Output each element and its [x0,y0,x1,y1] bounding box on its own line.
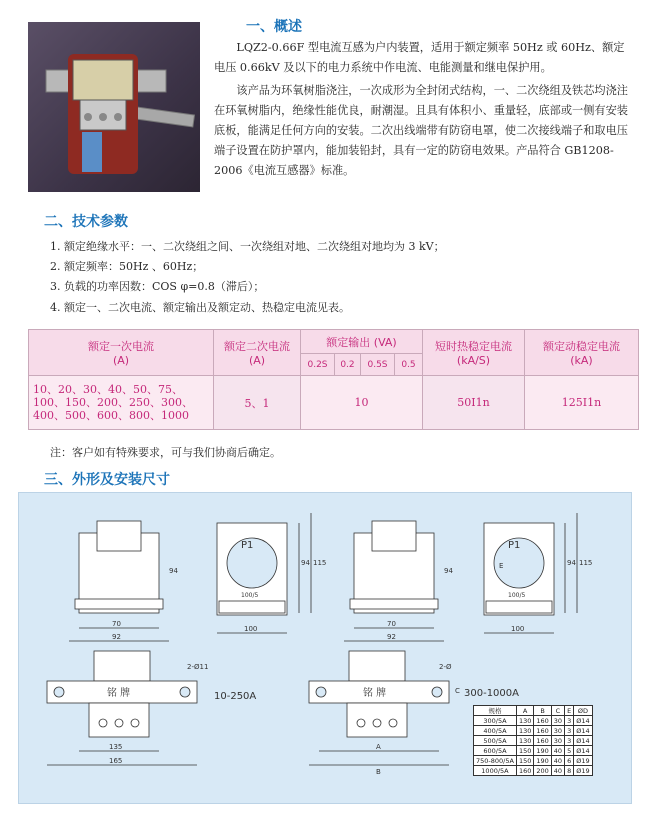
sub-header-02s: 0.2S [301,354,335,376]
dim-135: 135 [109,743,123,751]
dim-94-side-right: 94 [567,559,576,567]
dim-head-cell: ØD [574,706,592,716]
cell-output: 10 [301,376,423,430]
cell-primary: 10、20、30、40、50、75、100、150、200、250、300、400、500、600、800、1000 [29,376,214,430]
dim-head-cell: 规格 [474,706,517,716]
col-dynamic-header: 额定动稳定电流 (kA) [525,330,639,376]
dim-a-label: A [376,743,381,751]
sub-header-02: 0.2 [335,354,361,376]
product-photo [28,22,200,192]
dim-head-cell: C [551,706,564,716]
dim-165: 165 [109,757,123,765]
param-3: 3. 负载的功率因数：COS φ=0.8（滞后）； [50,280,265,293]
dim-92-right: 92 [387,633,396,641]
dim-head-cell: B [534,706,551,716]
col-thermal-header: 短时热稳定电流 (kA/S) [423,330,525,376]
dimension-table [473,705,593,776]
dim-table-row: 500/5A 130 160 30 3 Ø14 [474,736,593,746]
cell-thermal: 50I1n [423,376,525,430]
dim-head-cell: E [565,706,574,716]
cell-dynamic: 125I1n [525,376,639,430]
sub-header-05: 0.5 [395,354,423,376]
dim-table-row: 400/5A 130 160 30 3 Ø14 [474,726,593,736]
section2-heading: 二、技术参数 [44,214,128,230]
rating-right: 100/5 [508,592,526,599]
range-label-left: 10-250A [214,691,257,702]
col-primary-header: 额定一次电流 (A) [29,330,214,376]
dimension-drawing [18,492,632,804]
side-view-small [217,513,311,633]
range-label-right: 300-1000A [464,688,519,699]
rating-left: 100/5 [241,592,259,599]
dim-100-right: 100 [511,625,525,633]
dim-94-left: 94 [169,567,178,575]
col-output-header: 额定输出 (VA) [301,330,423,354]
dim-c-label: C [455,687,460,695]
dim-92-left: 92 [112,633,121,641]
spec-table [28,329,639,430]
section3-heading: 三、外形及安装尺寸 [44,472,170,488]
dim-115-left: 115 [313,559,327,567]
p1-label-right: P1 [508,540,521,551]
dim-115-right: 115 [579,559,593,567]
section1-heading: 一、概述 [246,19,302,35]
note: 注：客户如有特殊要求，可与我们协商后确定。 [50,446,281,459]
nameplate-right: 铭 牌 [363,688,387,699]
param-1: 1. 额定绝缘水平：一、二次绕组之间、一次绕组对地、二次绕组对地均为 3 kV； [50,240,445,253]
cell-secondary: 5、1 [214,376,301,430]
hole-label-right: 2-Ø [439,663,452,671]
col-secondary-header: 额定二次电流 (A) [214,330,301,376]
dim-70-left: 70 [112,620,121,628]
param-4: 4. 额定一、二次电流、额定输出及额定动、热稳定电流见表。 [50,301,350,314]
p1-label-left: P1 [241,540,254,551]
dim-table-row: 750-800/5A 150 190 40 6 Ø19 [474,756,593,766]
dim-table-header [474,706,593,716]
dim-head-cell: A [516,706,533,716]
param-2: 2. 额定频率：50Hz 、60Hz； [50,260,204,273]
dim-b-label: B [376,768,381,776]
dim-94-side-left: 94 [301,559,310,567]
section1-paragraph2: 该产品为环氧树脂浇注，一次成形为全封闭式结构，一、二次绕组及铁芯均浇注在环氧树脂内，绝缘性能优良，耐潮湿。且具有体积小、重量轻，底部或一侧有安装底板，能满足任何方向的安装。二次出线端带有防窃电罩，使二次接线端子和取电压端子设置在防护罩内，能加装铅封，具有一定的防窃电效果。产品符合 GB1208-2006《电流互感器》标准。 [214,84,628,177]
hole-label-left: 2-Ø11 [187,663,209,671]
dim-100-left: 100 [244,625,258,633]
dim-e-label: E [499,562,504,570]
dim-table-row: 600/5A 150 190 40 5 Ø14 [474,746,593,756]
side-view-large [484,513,577,633]
section1-paragraph1: LQZ2-0.66F 型电流互感为户内装置，适用于额定频率 50Hz 或 60Hz、额定电压 0.66kV 及以下的电力系统中作电流、电能测量和继电保护用。 [214,41,625,74]
sub-header-05s: 0.5S [361,354,395,376]
dim-70-right: 70 [387,620,396,628]
dim-table-row: 300/5A 130 160 30 3 Ø14 [474,716,593,726]
nameplate-left: 铭 牌 [107,688,131,699]
dim-table-row: 1000/5A 160 200 40 8 Ø19 [474,766,593,776]
dim-94-right: 94 [444,567,453,575]
